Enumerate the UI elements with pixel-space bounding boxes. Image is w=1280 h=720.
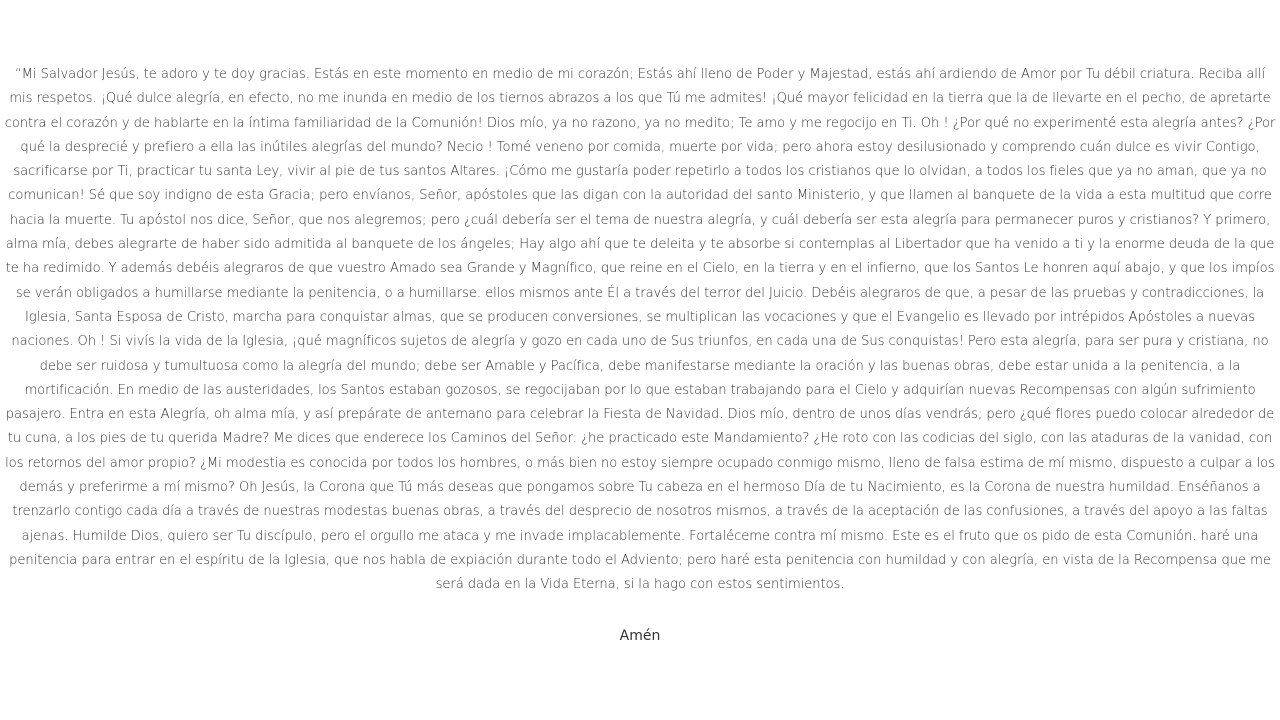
prayer-body-text: “Mi Salvador Jesús, te adoro y te doy gracias. Estás en este momento en medio de mi corazón; Estás ahí lleno de Poder y Majestad, estás ahí ardiendo de Amor por Tu débil criatura. Reciba allí mis respetos. ¡Qué dulce alegría, en efecto, no me inunda en medio de los tiernos abrazos a los que Tú me admites! ¡Qué mayor felicidad en la tierra que la de llevarte en el pecho, de apretarte contra el corazón y de hablarte en la íntima familiaridad de la Comunión! Dios mío, ya no razono, ya no medito; Te amo y me regocijo en Ti. Oh ! ¿Por qué no experimenté esta alegría antes? ¿Por qué la desprecié y prefiero a ella las inútiles alegrías del mundo? Necio ! Tomé veneno por comida, muerte por vida; pero ahora estoy desilusionado y comprendo cuán dulce es vivir Contigo, sacrificarse por Ti, practicar tu santa Ley, vivir al pie de tus santos Altares. ¡Cómo me gustaría poder repetirlo a todos los cristianos que lo olvidan, a todos los fieles que ya no aman, que ya no comunican! Sé que soy indigno de esta Gracia; pero envíanos, Señor, apóstoles que las digan con la autoridad del santo Ministerio, y que llamen al banquete de la vida a esta multitud que corre hacia la muerte. Tu apóstol nos dice, Señor, que nos alegremos; pero ¿cuál debería ser el tema de nuestra alegría, y cuál debería ser esta alegría para permanecer puros y cristianos? Y primero, alma mía, debes alegrarte de haber sido admitida al banquete de los ángeles; Hay algo ahí que te deleita y te absorbe si contemplas al Libertador que ha venido a ti y la enorme deuda de la que te ha redimido. Y además debéis alegraros de que vuestro Amado sea Grande y Magnífico, que reine en el Cielo, en la tierra y en el infierno, que los Santos Le honren aquí abajo, y que los impíos se verán obligados a humillarse mediante la penitencia, o a humillarse. ellos mismos ante Él a través del terror del Juicio. Debéis alegraros de que, a pesar de las pruebas y contradicciones, la Iglesia, Santa Esposa de Cristo, marcha para conquistar almas, que se producen conversiones, se multiplican las vocaciones y que el Evangelio es llevado por intrépidos Apóstoles a nuevas naciones. Oh ! Si vivís la vida de la Iglesia, ¡qué magníficos sujetos de alegría y gozo en cada uno de Sus triunfos, en cada una de Sus conquistas! Pero esta alegría, para ser pura y cristiana, no debe ser ruidosa y tumultuosa como la alegría del mundo; debe ser Amable y Pacífica, debe manifestarse mediante la oración y las buenas obras, debe estar unida a la penitencia, a la mortificación. En medio de las austeridades, los Santos estaban gozosos, se regocijaban por lo que estaban trabajando para el Cielo y adquirían nuevas Recompensas con algún sufrimiento pasajero. Entra en esta Alegría, oh alma mía, y así prepárate de antemano para celebrar la Fiesta de Navidad. Dios mío, dentro de unos días vendrás; pero ¿qué flores puedo colocar alrededor de tu cuna, a los pies de tu querida Madre? Me dices que enderece los Caminos del Señor: ¿he practicado este Mandamiento? ¿He roto con las codicias del siglo, con las ataduras de la vanidad, con los retornos del amor propio? ¿Mi modestia es conocida por todos los hombres, o más bien no estoy siempre ocupado conmigo mismo, lleno de falsa estima de mí mismo, dispuesto a culpar a los demás y preferirme a mí mismo? Oh Jesús, la Corona que Tú más deseas que pongamos sobre Tu cabeza en el hermoso Día de tu Nacimiento, es la Corona de nuestra humildad. Enséñanos a trenzarlo contigo cada día a través de nuestras modestas buenas obras, a través del desprecio de nosotros mismos, a través de la aceptación de las confusiones, a través del apoyo a las faltas ajenas. Humilde Dios, quiero ser Tu discípulo, pero el orgullo me ataca y me invade implacablemente. Fortaléceme contra mí mismo. Este es el fruto que os pido de esta Comunión. haré una penitencia para entrar en el espíritu de la Iglesia, que nos habla de expiación durante todo el Adviento; pero haré esta penitencia con humildad y con alegría, en vista de la Recompensa que me será dada en la Vida Eterna, si la hago con estos sentimientos. [4,67,1276,593]
prayer-closing-amen: Amén [619,627,661,644]
